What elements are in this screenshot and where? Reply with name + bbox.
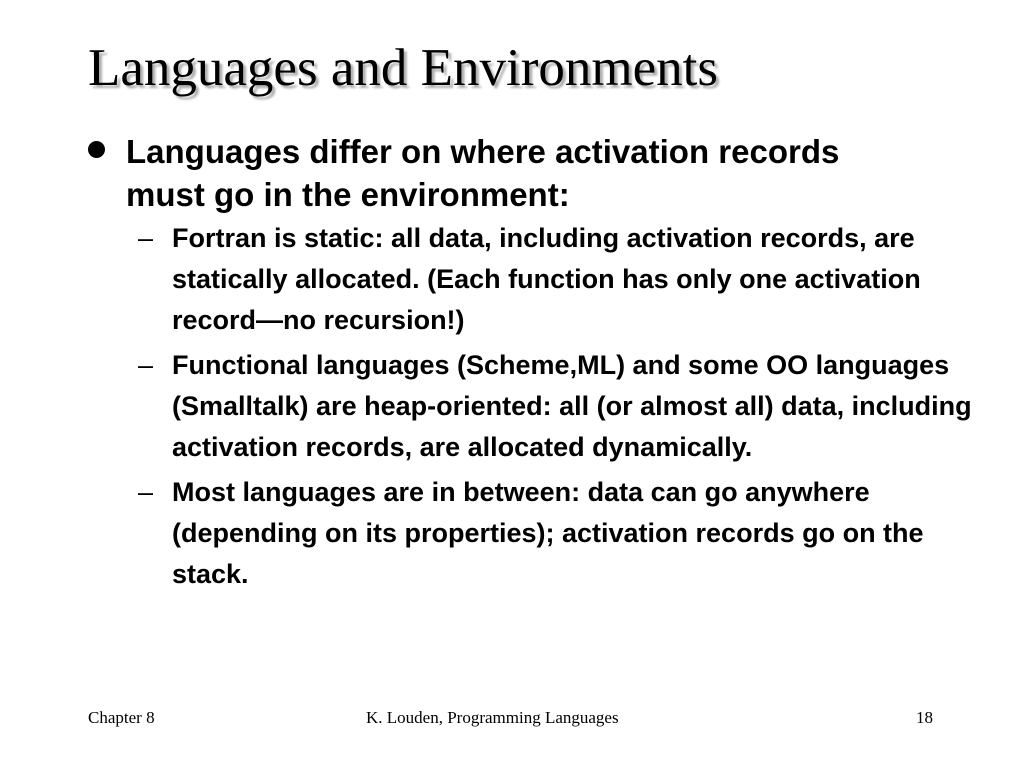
sub-bullet-text: Functional languages (Scheme,ML) and some OO languages (Smalltalk) are heap-oriented: all (or almost all) data, including activation records, are allocated dynamically. bbox=[172, 350, 972, 462]
sub-bullet-item bbox=[136, 218, 972, 341]
sub-bullet-text: Most languages are in between: data can go anywhere (depending on its properties); activation records go on the stack. bbox=[172, 477, 924, 589]
bullet-text: Languages differ on where activation records must go in the environment: bbox=[126, 133, 840, 213]
sub-bullet-text: Fortran is static: all data, including activation records, are statically allocated. (Each function has only one activation record—no recursion!) bbox=[172, 223, 921, 335]
footer-chapter: Chapter 8 bbox=[88, 708, 155, 727]
dash-icon: – bbox=[138, 350, 154, 380]
slide-content bbox=[88, 130, 988, 599]
sub-bullet-item bbox=[136, 345, 972, 468]
bullet-item bbox=[88, 130, 906, 216]
sub-bullet-item bbox=[136, 472, 972, 595]
dash-icon: – bbox=[138, 223, 154, 253]
bullet-dot-icon bbox=[88, 141, 105, 158]
footer-author: K. Louden, Programming Languages bbox=[366, 708, 619, 727]
dash-icon: – bbox=[138, 477, 154, 507]
sub-bullet-list bbox=[88, 218, 988, 595]
footer-page-number: 18 bbox=[916, 708, 933, 727]
slide-title: Languages and Environments bbox=[88, 39, 718, 97]
